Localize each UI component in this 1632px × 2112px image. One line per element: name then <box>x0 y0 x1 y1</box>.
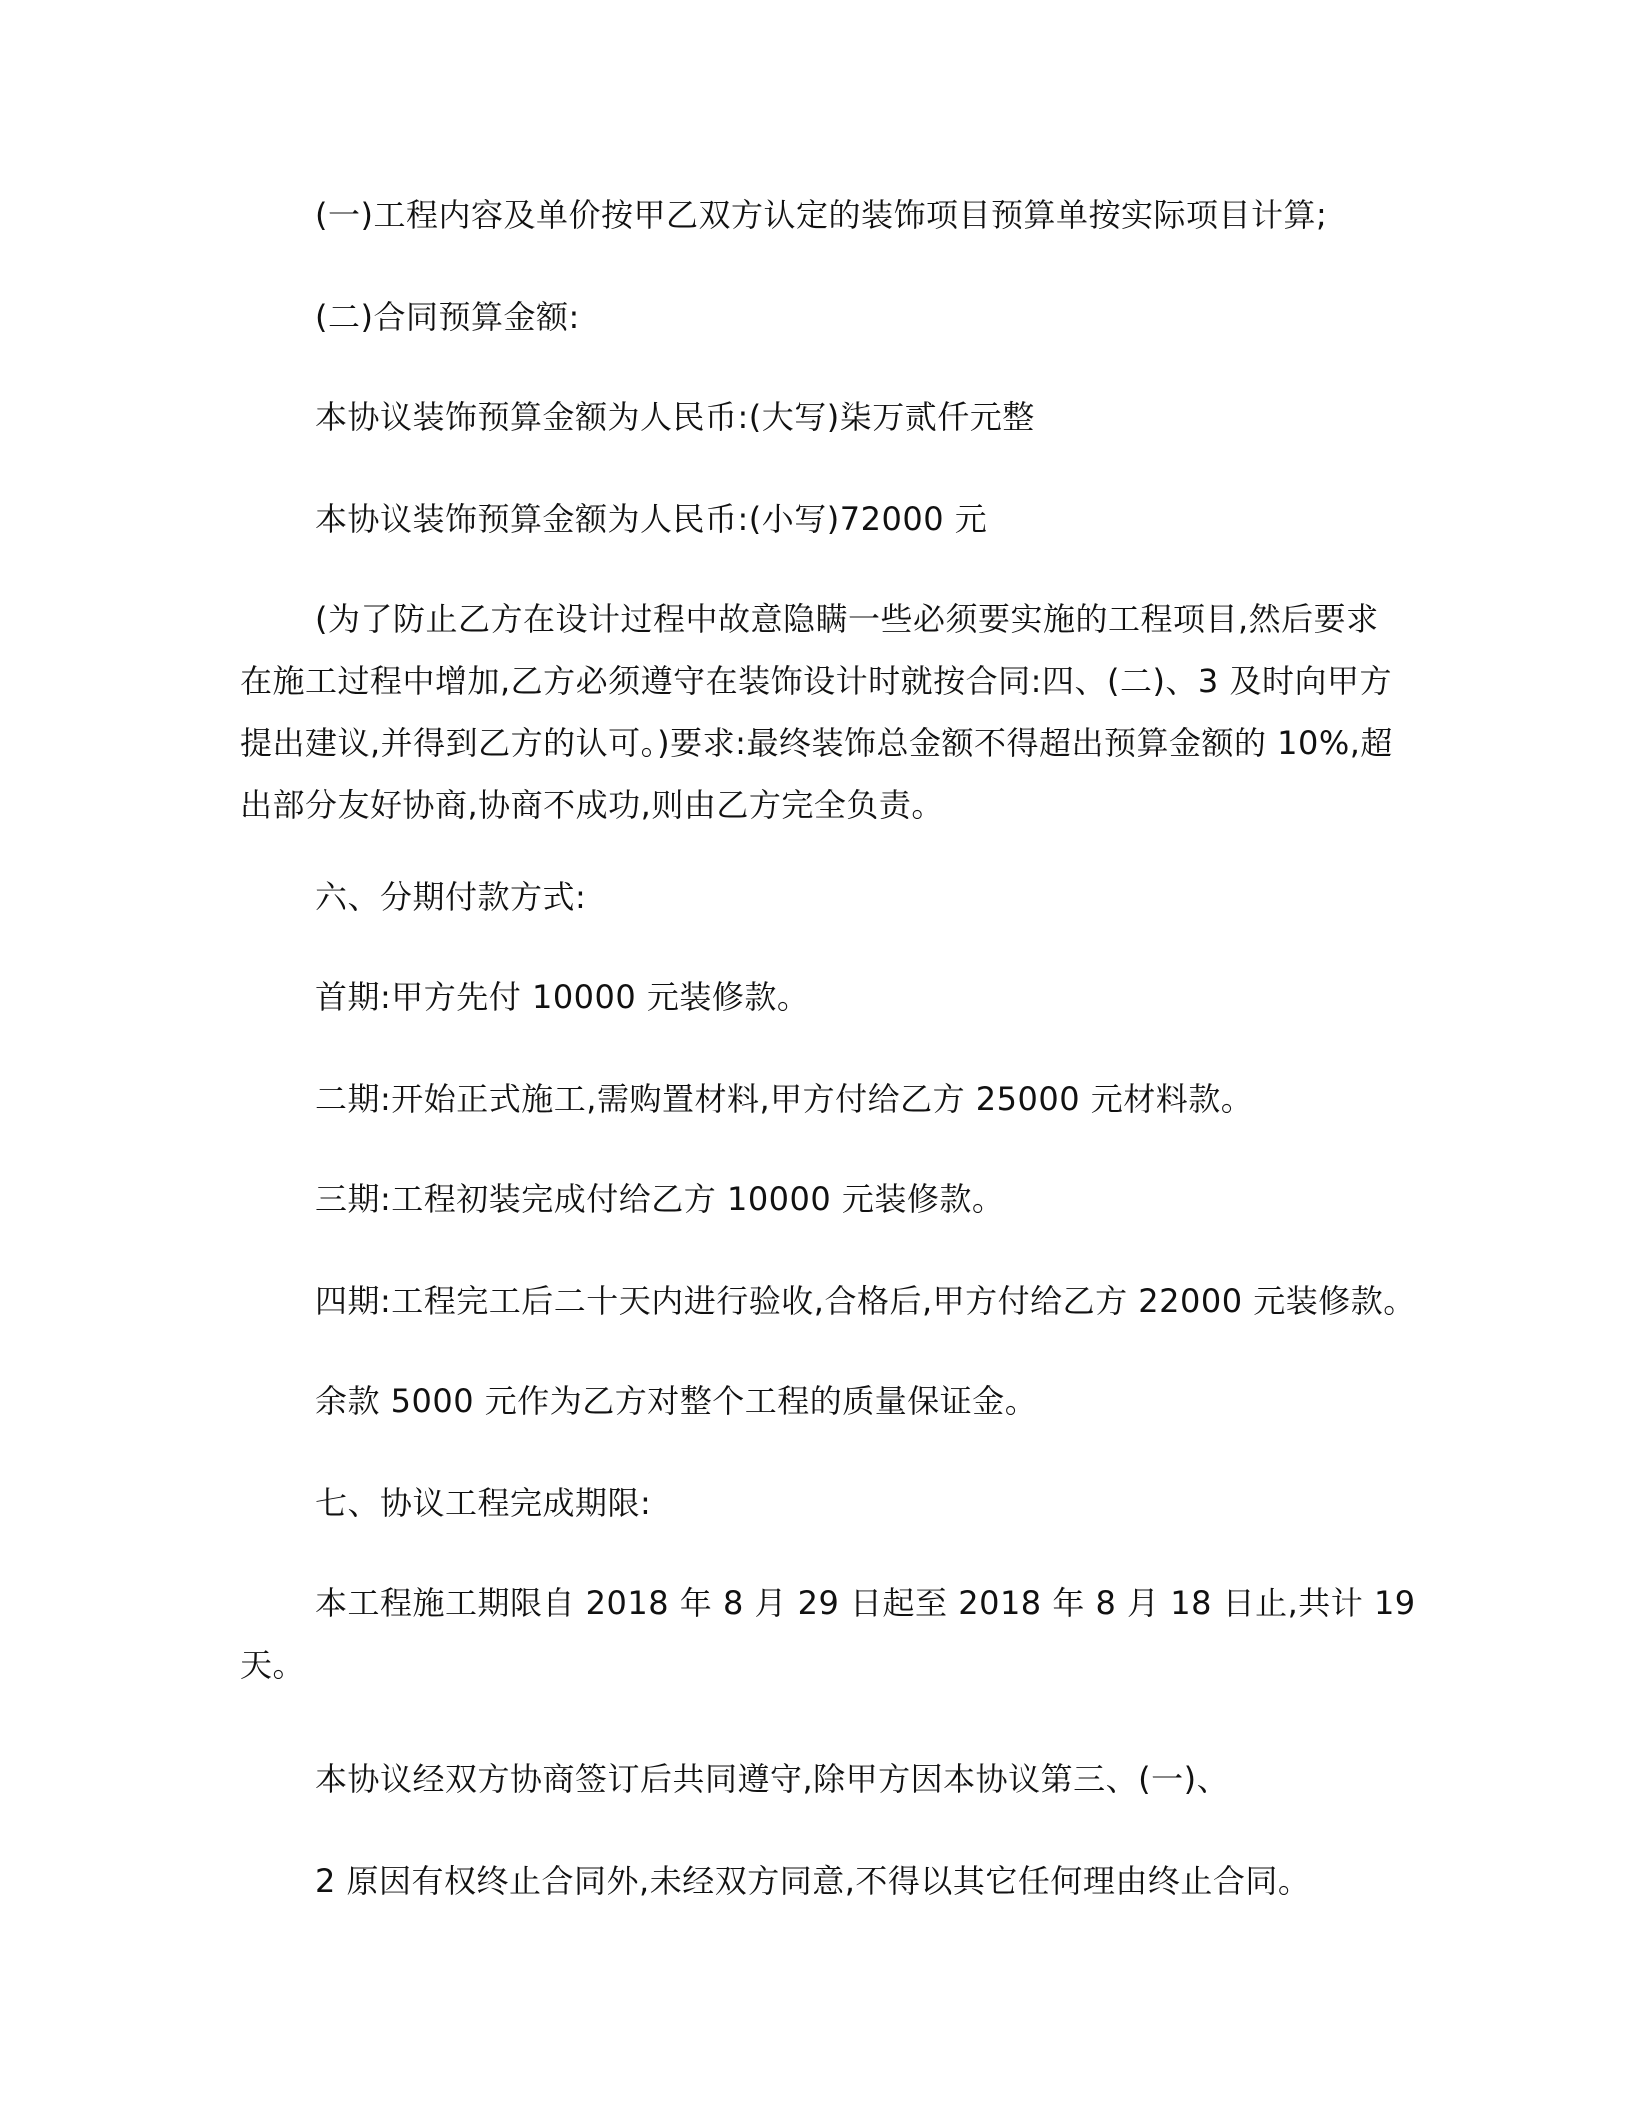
budget-note-line-3: 提出建议,并得到乙方的认可。)要求:最终装饰总金额不得超出预算金额的 10%,超 <box>240 724 1393 762</box>
section-heading-installment: 六、分期付款方式: <box>315 878 587 916</box>
paragraph-installment-4: 四期:工程完工后二十天内进行验收,合格后,甲方付给乙方 22000 元装修款。 <box>315 1282 1416 1320</box>
paragraph-budget-uppercase: 本协议装饰预算金额为人民币:(大写)柒万贰仟元整 <box>315 398 1035 436</box>
paragraph-installment-2: 二期:开始正式施工,需购置材料,甲方付给乙方 25000 元材料款。 <box>315 1080 1254 1118</box>
paragraph-installment-1: 首期:甲方先付 10000 元装修款。 <box>315 978 810 1016</box>
paragraph-termination-1: 本协议经双方协商签订后共同遵守,除甲方因本协议第三、(一)、 <box>315 1760 1230 1798</box>
section-heading-deadline: 七、协议工程完成期限: <box>315 1484 652 1522</box>
paragraph-budget-note <box>240 588 1393 836</box>
paragraph-retention: 余款 5000 元作为乙方对整个工程的质量保证金。 <box>315 1382 1038 1420</box>
budget-note-line-2: 在施工过程中增加,乙方必须遵守在装饰设计时就按合同:四、(二)、3 及时向甲方 <box>240 662 1392 700</box>
budget-note-line-1: (为了防止乙方在设计过程中故意隐瞒一些必须要实施的工程项目,然后要求 <box>315 600 1379 638</box>
construction-period-line-1: 本工程施工期限自 2018 年 8 月 29 日起至 2018 年 8 月 18 日止,共计 19 <box>315 1584 1416 1622</box>
construction-period-line-2: 天。 <box>240 1646 306 1684</box>
paragraph-unit-price: (一)工程内容及单价按甲乙双方认定的装饰项目预算单按实际项目计算; <box>315 196 1328 234</box>
paragraph-construction-period <box>240 1572 1416 1696</box>
paragraph-budget-lowercase: 本协议装饰预算金额为人民币:(小写)72000 元 <box>315 500 988 538</box>
paragraph-budget-heading: (二)合同预算金额: <box>315 298 580 336</box>
budget-note-line-4: 出部分友好协商,协商不成功,则由乙方完全负责。 <box>240 786 944 824</box>
paragraph-installment-3: 三期:工程初装完成付给乙方 10000 元装修款。 <box>315 1180 1005 1218</box>
paragraph-termination-2: 2 原因有权终止合同外,未经双方同意,不得以其它任何理由终止合同。 <box>315 1862 1311 1900</box>
